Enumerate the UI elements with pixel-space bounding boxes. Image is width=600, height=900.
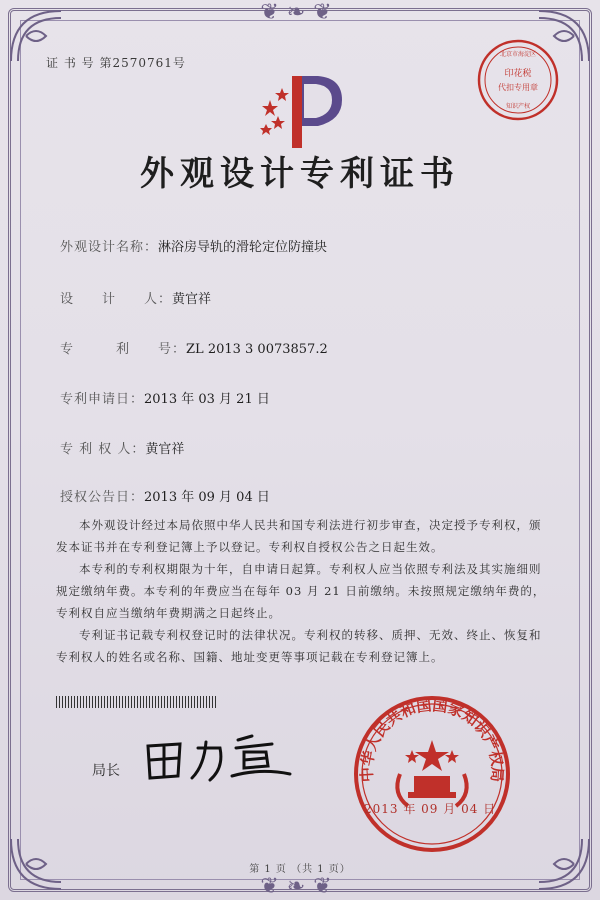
certificate-title: 外观设计专利证书 [140,154,460,194]
svg-text:知识产权: 知识产权 [505,103,531,110]
body-paragraphs [56,514,546,668]
field-grant-date [60,486,270,505]
field-label: 专利申请日： [60,392,145,407]
official-seal [352,694,512,854]
field-label: 专 利 号： [60,342,187,357]
field-patent-number [60,338,328,357]
field-value: 2013 年 03 月 21 日 [144,392,270,407]
director-label: 局长 [92,763,120,779]
field-label: 外观设计名称： [60,240,159,255]
field-label: 授权公告日： [60,490,145,505]
paragraph-legal-status: 专利证书记载专利权登记时的法律状况。专利权的转移、质押、无效、终止、恢复和专利权人的姓名或名称、国籍、地址变更等事项记载在专利登记簿上。 [56,628,542,664]
field-label: 专 利 权 人： [60,442,146,457]
field-value: ZL 2013 3 0073857.2 [186,342,328,357]
field-label: 设 计 人： [60,292,173,307]
field-value: 黄官祥 [172,292,212,307]
field-designer [60,288,211,307]
cnipa-logo [258,70,354,154]
top-ornament: ❦❧❦ [260,0,340,25]
field-patentee [60,438,184,457]
svg-text:北京市海淀区: 北京市海淀区 [499,51,537,58]
svg-text:中华人民共和国国家知识产权局: 中华人民共和国国家知识产权局 [357,696,507,783]
field-design-name [60,236,327,255]
seal-date: 2013 年 09 月 04 日 [364,802,497,816]
field-value: 2013 年 09 月 04 日 [144,490,270,505]
paragraph-term: 本专利的专利权期限为十年，自申请日起算。专利权人应当依照专利法及其实施细则规定缴纳年费。本专利的年费应当在每年 03 月 21 日前缴纳。未按照规定缴纳年费的，专利权自应当缴纳年费期满之日起终止。 [56,562,546,620]
field-value: 黄官祥 [145,442,185,457]
page-number: 第 1 页 （共 1 页） [249,864,351,875]
certificate-number: 证 书 号 第2570761号 [46,56,186,70]
svg-text:印花税: 印花税 [504,69,532,79]
barcode [56,696,216,708]
field-filing-date [60,388,270,407]
bottom-ornament: ❦❧❦ [260,874,340,899]
tax-stamp-seal [476,38,560,122]
director-signature [140,728,300,788]
field-value: 淋浴房导轨的滑轮定位防撞块 [158,240,328,255]
svg-text:代扣专用章: 代扣专用章 [498,83,538,92]
paragraph-grant: 本外观设计经过本局依照中华人民共和国专利法进行初步审查，决定授予专利权，颁发本证书并在专利登记簿上予以登记。专利权自授权公告之日起生效。 [56,518,542,554]
